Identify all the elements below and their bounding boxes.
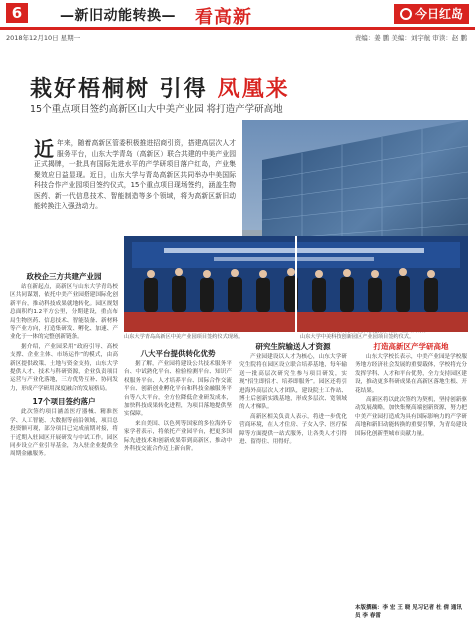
section-3-paragraph-2: 来自美国、以色列等国家的多位海外专家学者表示，将依托产业园平台，把更多国际先进技术和创新成果带到高新区，推动中外科技交流合作迈上新台阶。 bbox=[124, 420, 232, 453]
section-1-paragraph-1: 站在新起点，高新区与山东大学青岛校区共同谋划，依托中美产业园搭建国际化创新平台，推动科技成果就地转化。园区规划总面积约1.2平方公里，分期建设，重点布局生物医药、信息技术、智能装备、新材料等产业方向，打造集研发、孵化、加速、产业化于一体的完整创新链条。 bbox=[10, 284, 118, 341]
headline-accent: 凤凰来 bbox=[217, 77, 290, 102]
section-banner bbox=[60, 5, 380, 28]
section-title-3: 八大平台提供转化优势 bbox=[140, 349, 216, 358]
section-4-paragraph-2: 高新区相关负责人表示，将进一步优化营商环境，在人才住房、子女入学、医疗保障等方面提供一站式服务，让各类人才引得进、留得住、用得好。 bbox=[239, 413, 347, 446]
column-3 bbox=[239, 338, 347, 620]
staff-credits: 责编：姜 鹏 美编：刘宇航 审读：赵 鹏 bbox=[354, 34, 467, 42]
byline: 本版撰稿：李 宏 王 晓 见习记者 杜 倩 通讯员 李 春雷 bbox=[355, 605, 462, 619]
page-number: 6 bbox=[6, 3, 28, 23]
photo-caption-right: 山东大学中美科技创新园区产业园项目签约仪式。 bbox=[300, 334, 415, 340]
section-banner-right: 看高新 bbox=[195, 7, 252, 28]
section-5-paragraph-1: 山东大学校长表示，中美产业园是学校服务地方经济社会发展的重要载体，学校将充分发挥学科、人才和平台优势，全力支持园区建设，推动更多科研成果在高新区落地生根、开花结果。 bbox=[355, 354, 467, 394]
section-title-2: 17个项目签约落户 bbox=[32, 397, 96, 407]
headline-main: 栽好梧桐树 引得 bbox=[30, 77, 208, 102]
section-4-paragraph-1: 产业园建设以人才为核心，山东大学研究生院将在园区设立联合培养基地，每年输送一批高层次研究生参与项目研发，实现“招生即招才、培养即服务”。园区还将引进海外高层次人才团队，建设院士工作站、博士后创新实践基地，形成多层次、宽领域的人才梯队。 bbox=[239, 354, 347, 411]
section-banner-left: —新旧动能转换— bbox=[60, 8, 176, 24]
lead-paragraph bbox=[34, 138, 236, 248]
section-5-paragraph-2: 高新区将以此次签约为契机，坚持创新驱动发展战略，加快集聚高端创新资源，努力把中美产业园打造成为具有国际影响力的产学研高地和新旧动能转换的重要引擎，为青岛建设国际化创新型城市贡献力量。 bbox=[355, 397, 467, 437]
info-bar bbox=[0, 31, 475, 42]
section-title-5: 打造高新区产学研高地 bbox=[373, 342, 449, 351]
brand-badge bbox=[394, 4, 469, 24]
column-1 bbox=[10, 268, 118, 620]
brand-logo-icon bbox=[400, 8, 412, 20]
section-2-paragraph-1: 此次签约项目涵盖医疗器械、精准医学、人工智能、大数据等前沿领域，项目总投资额可观，部分项目已完成前期对接，将于近期入驻园区开展研发与中试工作。园区同步设立产业引导基金，为入驻企业提供全周期金融服务。 bbox=[10, 409, 118, 458]
subheadline: 15个重点项目签约高新区山大中美产业园 将打造产学研高地 bbox=[30, 104, 283, 115]
section-1-paragraph-2: 据介绍，产业园采用“政府引导、高校支撑、企业主体、市场运作”的模式，由高新区提供政策、土地与资金支持，山东大学提供人才、技术与科研资源，企业负责项目运营与产业化落地，三方优势互补、协同发力，形成产学研用深度融合的发展格局。 bbox=[10, 343, 118, 392]
signing-photo bbox=[124, 236, 468, 332]
headline bbox=[30, 72, 290, 103]
issue-date: 2018年12月10日 星期一 bbox=[6, 34, 81, 42]
section-title-1: 政校企三方共建产业园 bbox=[26, 272, 102, 281]
column-4 bbox=[355, 338, 467, 620]
masthead bbox=[0, 0, 475, 30]
ceremony-photo bbox=[124, 236, 468, 332]
column-2 bbox=[124, 345, 232, 620]
drop-cap: 近 bbox=[34, 138, 54, 161]
section-title-4: 研究生院输送人才资源 bbox=[255, 342, 331, 351]
brand-name: 今日红岛 bbox=[414, 7, 463, 21]
photo-caption-left: 山东大学青岛高新区中美产业园项目签约仪式现场。 bbox=[124, 334, 244, 340]
section-3-paragraph-1: 据了解，产业园将建设公共技术服务平台、中试熟化平台、检验检测平台、知识产权服务平台、人才培养平台、国际合作交流平台、创新创业孵化平台和科技金融服务平台等八大平台，全方位降低企业研发成本，加快科技成果转化进程，为项目落地提供坚实保障。 bbox=[124, 361, 232, 418]
lead-text: 年来，随着高新区管委积极推进招商引资，搭建高层次人才服务平台，山东大学青岛（高新区）联合共建的中美产业园正式揭牌，一批具有国际先进水平的产学研项目落户红岛，产业集聚效应日益显现。近日，山东大学与青岛高新区共同举办中美国际科技合作产业园项目签约仪式，15个重点项目现场签约，涵盖生物医药、新一代信息技术、智能制造等多个领域，将为高新区新旧动能转换注入强劲动力。 bbox=[34, 139, 236, 210]
